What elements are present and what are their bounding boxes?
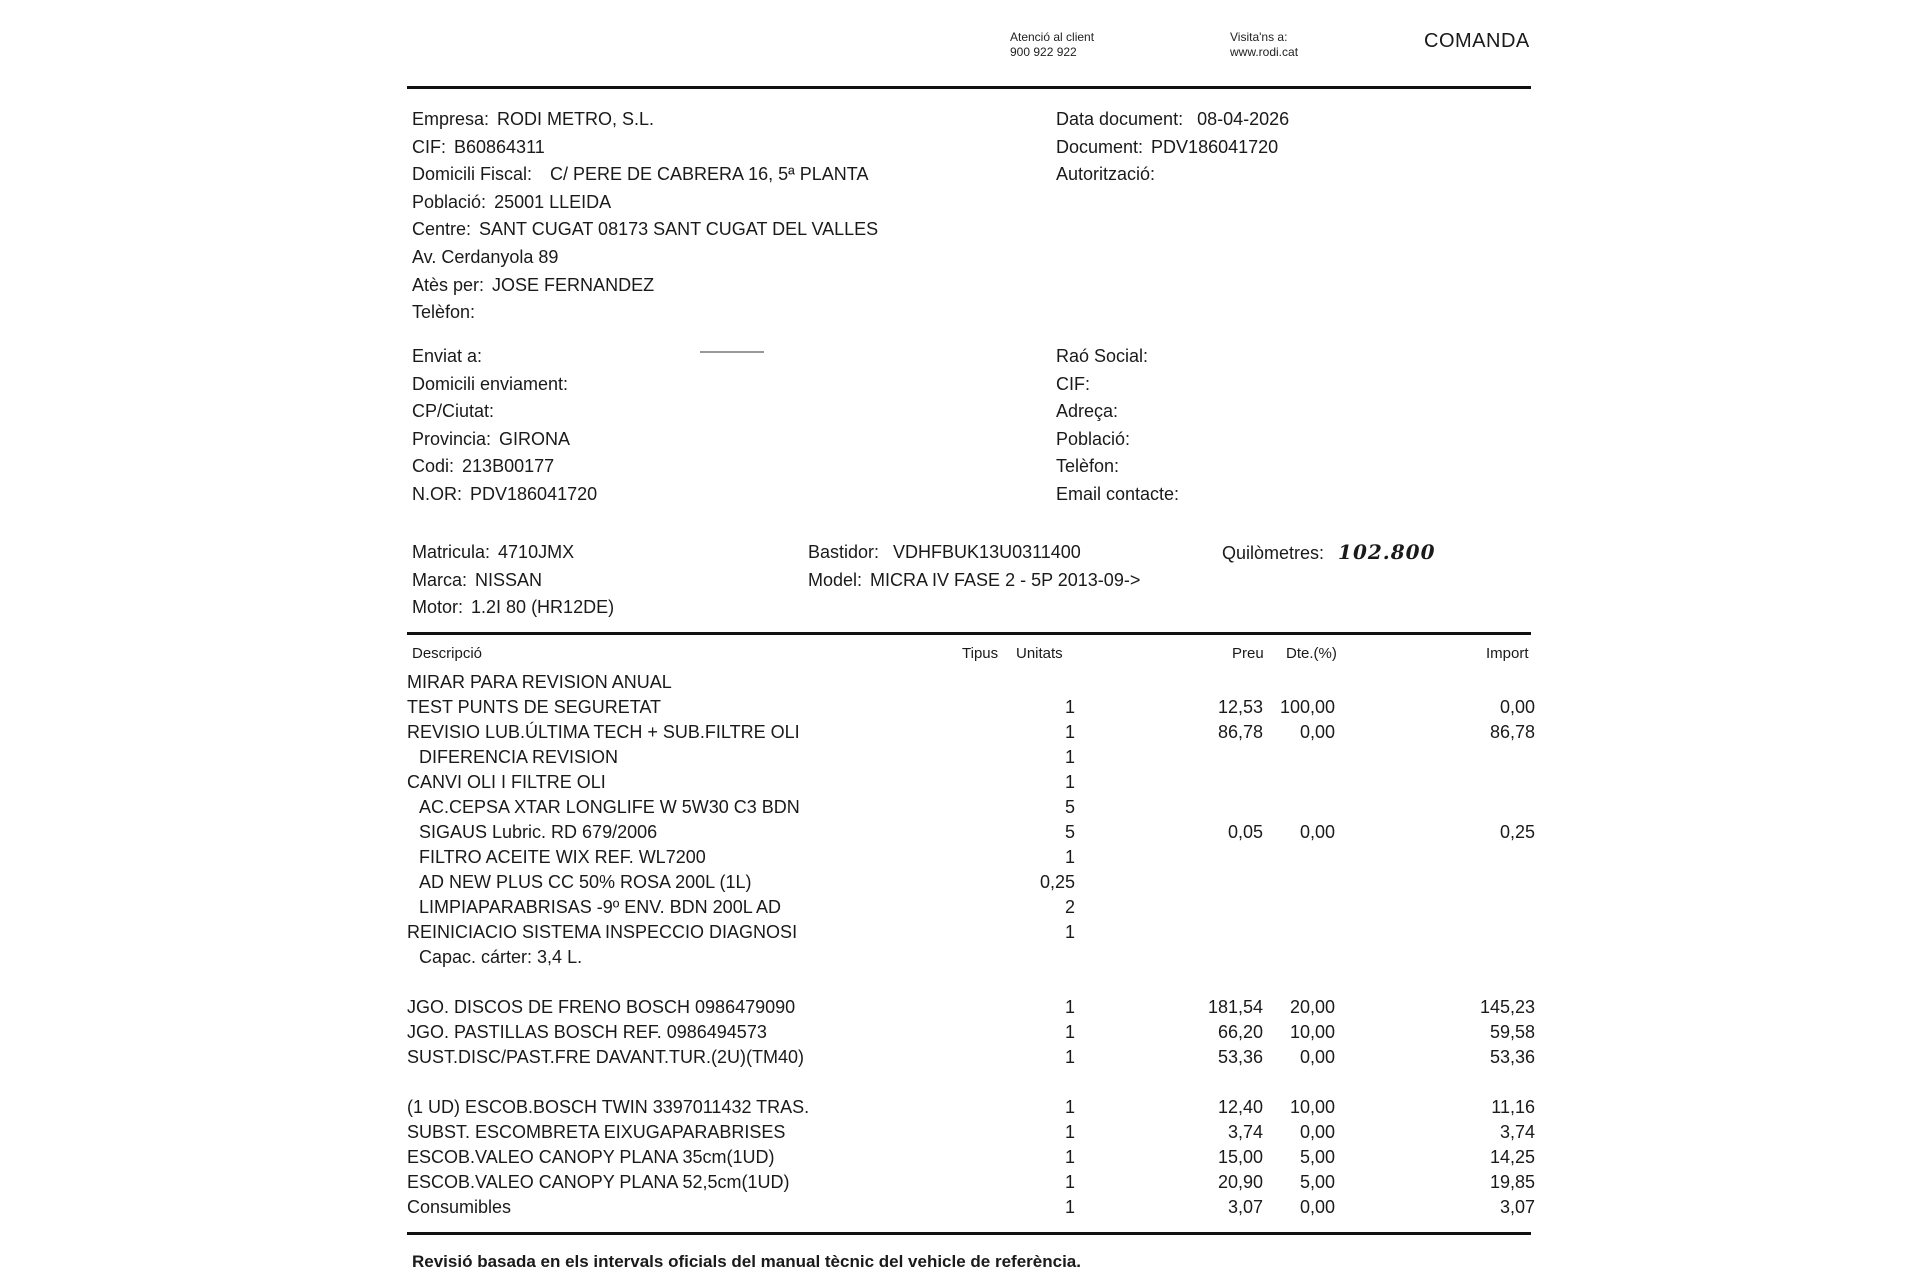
empresa-value: RODI METRO, S.L. <box>497 109 655 129</box>
row-description: JGO. PASTILLAS BOSCH REF. 0986494573 <box>407 1022 767 1042</box>
row-description: Capac. cárter: 3,4 L. <box>419 947 583 967</box>
row-discount: 10,00 <box>1289 1022 1335 1042</box>
row-price: 12,40 <box>1217 1097 1263 1117</box>
row-units: 2 <box>1064 897 1075 917</box>
autoritzacio-label: Autorització: <box>1056 164 1156 185</box>
row-discount: 100,00 <box>1279 697 1335 717</box>
row-description: CANVI OLI I FILTRE OLI <box>407 772 606 792</box>
row-amount: 145,23 <box>1479 997 1535 1017</box>
row-description: MIRAR PARA REVISION ANUAL <box>407 672 672 692</box>
centre-address: Av. Cerdanyola 89 <box>412 246 559 267</box>
row-price: 3,07 <box>1227 1197 1263 1217</box>
row-units: 1 <box>1064 772 1075 792</box>
website-url: www.rodi.cat <box>1230 45 1299 59</box>
header-tipus: Tipus <box>962 645 999 662</box>
row-discount: 0,00 <box>1299 1047 1335 1067</box>
table-row <box>0 845 1920 870</box>
row-price: 15,00 <box>1217 1147 1263 1167</box>
row-amount: 0,00 <box>1499 697 1535 717</box>
row-discount: 5,00 <box>1299 1172 1335 1192</box>
customer-service <box>1010 30 1094 60</box>
row-units: 1 <box>1064 1172 1075 1192</box>
client-poblacio-label: Població: <box>1056 428 1131 449</box>
row-description: SIGAUS Lubric. RD 679/2006 <box>419 822 658 842</box>
codi-label: Codi: <box>412 456 455 477</box>
table-row <box>0 895 1920 920</box>
row-price: 12,53 <box>1217 697 1263 717</box>
row-amount: 53,36 <box>1489 1047 1535 1067</box>
table-row <box>0 1120 1920 1145</box>
table-top-divider <box>407 632 1531 635</box>
client-cif-label: CIF: <box>1056 373 1090 394</box>
row-units: 1 <box>1064 1097 1075 1117</box>
customer-service-label: Atenció al client <box>1010 30 1095 44</box>
row-units: 1 <box>1064 922 1075 942</box>
row-discount: 0,00 <box>1299 722 1335 742</box>
row-amount: 11,16 <box>1491 1097 1535 1117</box>
row-amount: 0,25 <box>1499 822 1535 842</box>
domicili-enviament-label: Domicili enviament: <box>412 373 569 394</box>
customer-service-phone: 900 922 922 <box>1010 45 1077 59</box>
shipping-block <box>412 343 597 509</box>
nor-label: N.OR: <box>412 483 463 504</box>
marca-value: NISSAN <box>475 569 543 590</box>
table-bottom-divider <box>407 1232 1531 1235</box>
table-row <box>0 945 1920 970</box>
row-price: 20,90 <box>1217 1172 1263 1192</box>
row-description: LIMPIAPARABRISAS -9º ENV. BDN 200L AD <box>419 897 782 917</box>
cif-label: CIF: <box>412 136 446 157</box>
row-amount: 14,25 <box>1489 1147 1535 1167</box>
marca-label: Marca: <box>412 569 468 590</box>
row-description: SUBST. ESCOMBRETA EIXUGAPARABRISES <box>407 1122 786 1142</box>
table-row <box>0 695 1920 720</box>
row-price: 0,05 <box>1227 822 1263 842</box>
company-telefon-label: Telèfon: <box>412 302 476 323</box>
row-discount: 0,00 <box>1299 822 1335 842</box>
adreca-label: Adreça: <box>1056 401 1119 422</box>
table-row <box>0 795 1920 820</box>
poblacio-label: Població: <box>412 191 487 212</box>
row-discount: 0,00 <box>1299 1122 1335 1142</box>
row-amount: 3,07 <box>1499 1197 1535 1217</box>
document-number-label: Document: <box>1056 136 1144 157</box>
table-row <box>0 995 1920 1020</box>
row-units: 1 <box>1064 1197 1075 1217</box>
row-amount: 3,74 <box>1499 1122 1535 1142</box>
row-description: JGO. DISCOS DE FRENO BOSCH 0986479090 <box>407 997 796 1017</box>
table-row <box>0 1070 1920 1095</box>
cif-value: B60864311 <box>454 136 545 157</box>
table-row <box>0 1020 1920 1045</box>
row-units: 5 <box>1064 822 1075 842</box>
company-block <box>412 106 878 327</box>
nor-value: PDV186041720 <box>470 483 598 504</box>
cp-ciutat-label: CP/Ciutat: <box>412 401 495 422</box>
table-row <box>0 870 1920 895</box>
client-block <box>1056 343 1179 509</box>
row-description: FILTRO ACEITE WIX REF. WL7200 <box>419 847 706 867</box>
website-info <box>1230 30 1298 60</box>
km-value: 102.800 <box>1338 540 1436 564</box>
row-description: REVISIO LUB.ÚLTIMA TECH + SUB.FILTRE OLI <box>407 722 800 742</box>
row-units: 1 <box>1064 697 1075 717</box>
row-units: 1 <box>1064 747 1075 767</box>
matricula-label: Matricula: <box>412 542 491 562</box>
matricula-value: 4710JMX <box>498 542 575 562</box>
footer-note: Revisió basada en els intervals oficials del manual tècnic del vehicle de referència. <box>412 1252 1081 1271</box>
table-row <box>0 770 1920 795</box>
document-number-value: PDV186041720 <box>1151 136 1279 157</box>
row-amount: 86,78 <box>1489 722 1535 742</box>
codi-value: 213B00177 <box>462 456 555 477</box>
provincia-value: GIRONA <box>499 428 571 449</box>
vehicle-block-right <box>1222 539 1436 567</box>
row-price: 66,20 <box>1217 1022 1263 1042</box>
client-telefon-label: Telèfon: <box>1056 456 1120 477</box>
row-price: 181,54 <box>1207 997 1263 1017</box>
row-units: 1 <box>1064 1122 1075 1142</box>
bastidor-label: Bastidor: <box>808 542 880 562</box>
row-units: 1 <box>1064 722 1075 742</box>
table-row <box>0 1145 1920 1170</box>
row-description: AD NEW PLUS CC 50% ROSA 200L (1L) <box>419 872 752 892</box>
row-description: REINICIACIO SISTEMA INSPECCIO DIAGNOSI <box>407 922 798 942</box>
row-description: Consumibles <box>407 1197 512 1217</box>
row-units: 5 <box>1064 797 1075 817</box>
row-description: ESCOB.VALEO CANOPY PLANA 52,5cm(1UD) <box>407 1172 790 1192</box>
table-row <box>0 1095 1920 1120</box>
header-preu: Preu <box>1232 645 1264 662</box>
motor-value: 1.2I 80 (HR12DE) <box>471 597 615 618</box>
row-discount: 10,00 <box>1289 1097 1335 1117</box>
row-price: 53,36 <box>1217 1047 1263 1067</box>
domicili-value: C/ PERE DE CABRERA 16, 5ª PLANTA <box>550 164 869 185</box>
row-discount: 5,00 <box>1299 1147 1335 1167</box>
document-block <box>1056 106 1289 189</box>
data-document-value: 08-04-2026 <box>1197 109 1290 129</box>
table-row <box>0 920 1920 945</box>
header-divider <box>407 86 1531 89</box>
row-discount: 0,00 <box>1299 1197 1335 1217</box>
table-row <box>0 720 1920 745</box>
table-row <box>0 1170 1920 1195</box>
row-description: SUST.DISC/PAST.FRE DAVANT.TUR.(2U)(TM40) <box>407 1047 805 1067</box>
row-units: 1 <box>1064 1047 1075 1067</box>
row-amount: 59,58 <box>1489 1022 1535 1042</box>
table-row <box>0 670 1920 695</box>
empresa-label: Empresa: <box>412 109 490 129</box>
table-row <box>0 745 1920 770</box>
email-contacte-label: Email contacte: <box>1056 483 1180 504</box>
model-label: Model: <box>808 569 863 590</box>
row-description: ESCOB.VALEO CANOPY PLANA 35cm(1UD) <box>407 1147 775 1167</box>
rao-social-label: Raó Social: <box>1056 346 1149 366</box>
header-descripcio: Descripció <box>412 645 483 662</box>
header-dte: Dte.(%) <box>1286 645 1337 662</box>
centre-value: SANT CUGAT 08173 SANT CUGAT DEL VALLES <box>479 219 879 240</box>
centre-label: Centre: <box>412 219 472 240</box>
vehicle-block-middle <box>808 539 1140 594</box>
model-value: MICRA IV FASE 2 - 5P 2013-09-> <box>870 569 1141 590</box>
ates-value: JOSE FERNANDEZ <box>492 274 655 295</box>
table-row <box>0 820 1920 845</box>
document-type-title: COMANDA <box>1424 30 1530 52</box>
km-label: Quilòmetres: <box>1222 543 1325 563</box>
row-description: (1 UD) ESCOB.BOSCH TWIN 3397011432 TRAS. <box>407 1097 810 1117</box>
poblacio-value: 25001 LLEIDA <box>494 191 612 212</box>
row-description: TEST PUNTS DE SEGURETAT <box>407 697 662 717</box>
table-row <box>0 970 1920 995</box>
row-units: 1 <box>1064 997 1075 1017</box>
table-row <box>0 1045 1920 1070</box>
row-units: 1 <box>1064 847 1075 867</box>
row-units: 1 <box>1064 1022 1075 1042</box>
row-units: 1 <box>1064 1147 1075 1167</box>
bastidor-value: VDHFBUK13U0311400 <box>893 542 1081 562</box>
row-amount: 19,85 <box>1489 1172 1535 1192</box>
redacted-mark <box>700 351 764 353</box>
row-discount: 20,00 <box>1289 997 1335 1017</box>
row-price: 86,78 <box>1217 722 1263 742</box>
row-description: AC.CEPSA XTAR LONGLIFE W 5W30 C3 BDN <box>419 797 800 817</box>
row-units: 0,25 <box>1039 872 1075 892</box>
row-price: 3,74 <box>1227 1122 1263 1142</box>
data-document-label: Data document: <box>1056 109 1184 129</box>
header-import: Import <box>1486 645 1529 662</box>
website-label: Visita'ns a: <box>1230 30 1288 44</box>
table-row <box>0 1195 1920 1220</box>
ates-label: Atès per: <box>412 274 485 295</box>
line-items <box>0 670 1920 1230</box>
header-unitats: Unitats <box>1016 645 1063 662</box>
provincia-label: Provincia: <box>412 428 492 449</box>
row-description: DIFERENCIA REVISION <box>419 747 619 767</box>
enviat-label: Enviat a: <box>412 346 483 366</box>
motor-label: Motor: <box>412 597 464 618</box>
vehicle-block-left <box>412 539 614 622</box>
domicili-label: Domicili Fiscal: <box>412 164 533 185</box>
